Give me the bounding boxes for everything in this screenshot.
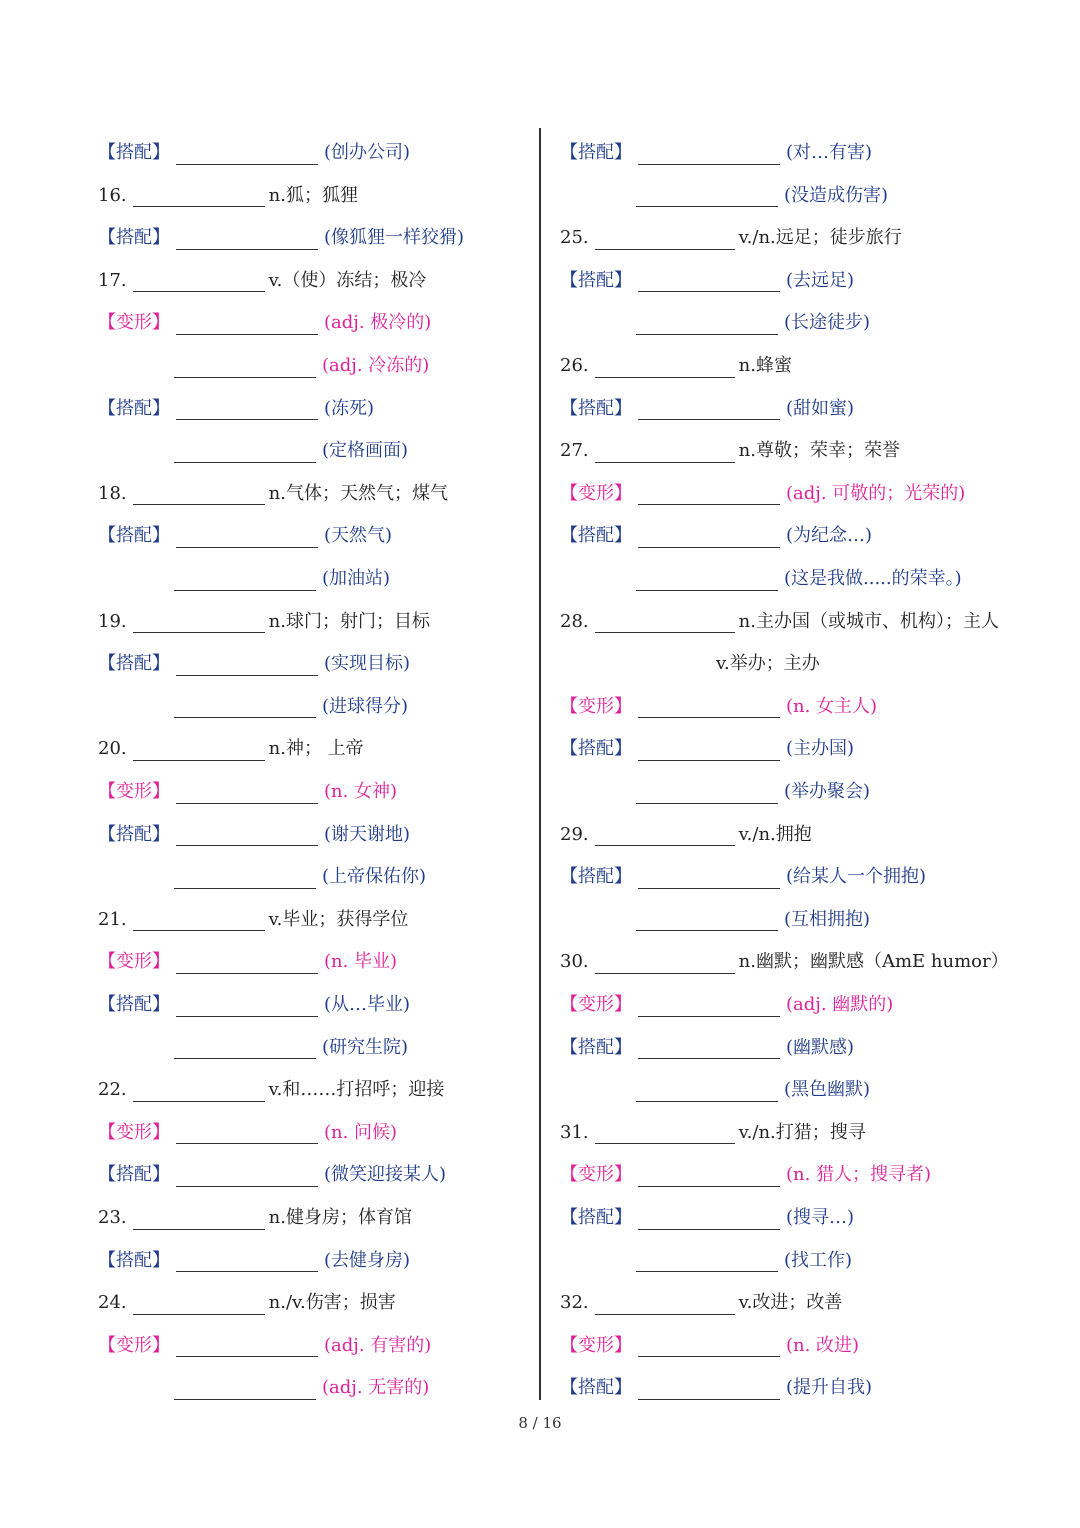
page-indicator: 8 / 16: [518, 1414, 562, 1432]
collocation-label: 【搭配】: [560, 142, 632, 163]
hint-text: (n. 女主人): [786, 695, 878, 717]
definition-text: n.狐；狐狸: [268, 184, 358, 206]
entry-number: 29.: [560, 823, 589, 845]
answer-blank[interactable]: [174, 361, 316, 378]
answer-blank[interactable]: [174, 574, 316, 591]
definition-text: v.改进；改善: [738, 1292, 843, 1314]
vocab-row: [174, 1373, 429, 1403]
vocab-row: [98, 521, 392, 551]
vocab-row: [560, 138, 872, 168]
answer-blank[interactable]: [133, 616, 265, 633]
hint-text: (对…有害): [786, 142, 873, 163]
vocab-row: [98, 649, 410, 679]
definition-text: n./v.伤害；损害: [268, 1292, 396, 1314]
vocab-row: [98, 308, 431, 338]
entry-number: 30.: [560, 951, 589, 973]
variant-label: 【变形】: [560, 1164, 632, 1186]
answer-blank[interactable]: [176, 1127, 318, 1144]
answer-blank[interactable]: [595, 1298, 735, 1315]
word-entry-row: [560, 947, 1009, 977]
vocab-row: [560, 692, 877, 722]
vocab-row: [98, 990, 410, 1020]
vocab-row: [98, 1160, 446, 1190]
definition-text: n.球门；射门；目标: [268, 610, 430, 632]
hint-text: (搜寻…): [786, 1207, 855, 1228]
definition-text: v./n.拥抱: [738, 823, 812, 845]
answer-blank[interactable]: [176, 1255, 318, 1272]
entry-number: 27.: [560, 440, 589, 462]
entry-number: 18.: [98, 482, 127, 504]
answer-blank[interactable]: [638, 1340, 780, 1357]
collocation-label: 【搭配】: [560, 866, 632, 888]
collocation-label: 【搭配】: [560, 738, 632, 760]
answer-blank[interactable]: [176, 957, 318, 974]
vocab-row: [98, 223, 464, 253]
vocab-row: [636, 777, 870, 807]
hint-text: (adj. 幽默的): [786, 994, 894, 1015]
hint-text: (这是我做.....的荣幸。): [784, 568, 962, 589]
vocab-row: [560, 394, 854, 424]
vocab-row: [636, 564, 962, 594]
vocab-row: [560, 1033, 854, 1063]
entry-number: 16.: [98, 184, 127, 206]
answer-blank[interactable]: [176, 233, 318, 250]
answer-blank[interactable]: [638, 148, 780, 165]
variant-label: 【变形】: [560, 695, 632, 717]
hint-text: (上帝保佑你): [322, 866, 427, 888]
answer-blank[interactable]: [595, 616, 735, 633]
vocab-row: [174, 862, 426, 892]
answer-blank[interactable]: [133, 744, 265, 761]
answer-blank[interactable]: [638, 1170, 780, 1187]
answer-blank[interactable]: [174, 872, 316, 889]
answer-blank[interactable]: [638, 531, 780, 548]
variant-label: 【变形】: [560, 1334, 632, 1356]
answer-blank[interactable]: [595, 957, 735, 974]
entry-number: 26.: [560, 355, 589, 376]
hint-text: (从…毕业): [324, 994, 411, 1015]
hint-text: (举办聚会): [784, 781, 871, 802]
hint-text: (创办公司): [324, 142, 411, 163]
hint-text: (冻死): [324, 397, 375, 419]
answer-blank[interactable]: [174, 701, 316, 718]
hint-text: (提升自我): [786, 1377, 873, 1399]
vocab-row: [98, 1118, 397, 1148]
hint-text: (去健身房): [324, 1249, 411, 1271]
hint-text: (天然气): [324, 525, 393, 547]
column-divider: [539, 128, 541, 1400]
vocab-row: [98, 1246, 410, 1276]
word-entry-row: [560, 1288, 842, 1318]
answer-blank[interactable]: [176, 659, 318, 676]
hint-text: (没造成伤害): [784, 184, 889, 206]
entry-number: 23.: [98, 1207, 127, 1228]
collocation-label: 【搭配】: [560, 525, 632, 547]
vocab-row: [174, 692, 408, 722]
definition-text: v./n.远足；徒步旅行: [738, 227, 902, 249]
variant-label: 【变形】: [560, 482, 632, 504]
variant-label: 【变形】: [98, 1334, 170, 1356]
answer-blank[interactable]: [595, 233, 735, 250]
answer-blank[interactable]: [176, 318, 318, 335]
collocation-label: 【搭配】: [560, 1207, 632, 1228]
definition-text: v.举办；主办: [716, 653, 820, 675]
hint-text: (幽默感): [786, 1036, 855, 1058]
answer-blank[interactable]: [595, 361, 735, 378]
vocab-row: [560, 1373, 872, 1403]
hint-text: (adj. 可敬的；光荣的): [786, 482, 966, 504]
answer-blank[interactable]: [636, 190, 778, 207]
variant-label: 【变形】: [98, 312, 170, 334]
vocab-row: [560, 479, 965, 509]
definition-text: n.神； 上帝: [268, 738, 364, 760]
answer-blank[interactable]: [636, 318, 778, 335]
definition-text: n.气体；天然气；煤气: [268, 482, 448, 504]
vocab-row: [636, 905, 870, 935]
collocation-label: 【搭配】: [98, 397, 170, 419]
hint-text: (谢天谢地): [324, 823, 411, 845]
answer-blank[interactable]: [638, 744, 780, 761]
definition-text: v.和……打招呼；迎接: [268, 1079, 445, 1101]
definition-text: n.蜂蜜: [738, 355, 792, 376]
hint-text: (adj. 冷冻的): [322, 355, 430, 376]
hint-text: (研究生院): [322, 1036, 409, 1058]
answer-blank[interactable]: [176, 787, 318, 804]
word-entry-row: [98, 607, 430, 637]
entry-number: 19.: [98, 610, 127, 632]
answer-blank[interactable]: [174, 446, 316, 463]
word-entry-row: [560, 223, 902, 253]
hint-text: (n. 问候): [324, 1121, 398, 1143]
word-entry-row: [98, 266, 426, 296]
word-entry-row: [98, 479, 448, 509]
vocab-row: [174, 436, 408, 466]
word-entry-row: [560, 607, 999, 637]
collocation-label: 【搭配】: [98, 227, 170, 249]
vocab-row: [560, 734, 854, 764]
word-entry-row: [98, 1203, 412, 1233]
vocab-row: [560, 266, 854, 296]
answer-blank[interactable]: [638, 1042, 780, 1059]
answer-blank[interactable]: [595, 1127, 735, 1144]
collocation-label: 【搭配】: [98, 653, 170, 675]
vocab-row: [98, 1331, 431, 1361]
vocab-row: [560, 521, 872, 551]
answer-blank[interactable]: [133, 190, 265, 207]
answer-blank[interactable]: [133, 914, 265, 931]
answer-blank[interactable]: [176, 1170, 318, 1187]
vocab-row: [98, 777, 397, 807]
answer-blank[interactable]: [595, 829, 735, 846]
answer-blank[interactable]: [595, 446, 735, 463]
answer-blank[interactable]: [636, 914, 778, 931]
hint-text: (实现目标): [324, 653, 411, 675]
vocab-row: [636, 181, 888, 211]
vocab-row: [98, 394, 374, 424]
vocab-row: [98, 947, 397, 977]
entry-number: 25.: [560, 227, 589, 249]
hint-text: (定格画面): [322, 440, 409, 462]
answer-blank[interactable]: [638, 872, 780, 889]
answer-blank[interactable]: [638, 403, 780, 420]
entry-number: 24.: [98, 1292, 127, 1314]
answer-blank[interactable]: [133, 1213, 265, 1230]
answer-blank[interactable]: [176, 403, 318, 420]
vocab-row: [174, 564, 390, 594]
word-entry-row: [98, 181, 358, 211]
answer-blank[interactable]: [638, 1000, 780, 1017]
vocab-row: [560, 990, 893, 1020]
definition-text: v./n.打猎；搜寻: [738, 1121, 866, 1143]
variant-label: 【变形】: [98, 1121, 170, 1143]
hint-text: (去远足): [786, 269, 855, 291]
entry-number: 21.: [98, 908, 127, 930]
hint-text: (n. 猎人；搜寻者): [786, 1164, 932, 1186]
hint-text: (进球得分): [322, 695, 409, 717]
word-entry-row: [98, 1075, 444, 1105]
vocab-row: [560, 862, 926, 892]
answer-blank[interactable]: [638, 488, 780, 505]
word-entry-row: [560, 1118, 866, 1148]
entry-number: 22.: [98, 1079, 127, 1101]
word-entry-row: [98, 1288, 396, 1318]
variant-label: 【变形】: [98, 781, 170, 802]
hint-text: (像狐狸一样狡猾): [324, 227, 465, 249]
answer-blank[interactable]: [133, 275, 265, 292]
hint-text: (n. 改进): [786, 1334, 860, 1356]
hint-text: (加油站): [322, 568, 391, 589]
vocab-row: [636, 1246, 852, 1276]
answer-blank[interactable]: [176, 829, 318, 846]
collocation-label: 【搭配】: [560, 397, 632, 419]
hint-text: (主办国): [786, 738, 855, 760]
entry-number: 32.: [560, 1292, 589, 1314]
word-entry-row: [98, 905, 408, 935]
definition-text: v.毕业；获得学位: [268, 908, 409, 930]
vocab-row: [98, 820, 410, 850]
vocab-row: [98, 138, 410, 168]
vocab-row: [560, 1331, 859, 1361]
answer-blank[interactable]: [176, 1340, 318, 1357]
definition-text: n.幽默；幽默感（AmE humor）: [738, 951, 1009, 973]
hint-text: (adj. 极冷的): [324, 312, 432, 334]
answer-blank[interactable]: [176, 1000, 318, 1017]
hint-text: (n. 毕业): [324, 951, 398, 973]
answer-blank[interactable]: [636, 1255, 778, 1272]
answer-blank[interactable]: [636, 787, 778, 804]
collocation-label: 【搭配】: [98, 1249, 170, 1271]
hint-text: (长途徒步): [784, 312, 871, 334]
hint-text: (黑色幽默): [784, 1079, 871, 1101]
definition-text: n.尊敬；荣幸；荣誉: [738, 440, 900, 462]
hint-text: (找工作): [784, 1249, 853, 1271]
hint-text: (给某人一个拥抱): [786, 866, 927, 888]
answer-blank[interactable]: [638, 701, 780, 718]
answer-blank[interactable]: [133, 488, 265, 505]
entry-number: 17.: [98, 269, 127, 291]
variant-label: 【变形】: [98, 951, 170, 973]
vocab-row: [636, 1075, 870, 1105]
word-entry-row: [560, 820, 812, 850]
vocab-row: [636, 308, 870, 338]
vocab-row: [174, 351, 429, 381]
hint-text: (互相拥抱): [784, 908, 871, 930]
answer-blank[interactable]: [638, 275, 780, 292]
answer-blank[interactable]: [174, 1383, 316, 1400]
entry-number: 28.: [560, 610, 589, 632]
vocab-row: [560, 1160, 931, 1190]
hint-text: (adj. 无害的): [322, 1377, 430, 1399]
collocation-label: 【搭配】: [560, 1036, 632, 1058]
answer-blank[interactable]: [638, 1213, 780, 1230]
collocation-label: 【搭配】: [560, 1377, 632, 1399]
answer-blank[interactable]: [636, 574, 778, 591]
entry-number: 31.: [560, 1121, 589, 1143]
answer-blank[interactable]: [174, 1042, 316, 1059]
hint-text: (为纪念…): [786, 525, 873, 547]
answer-blank[interactable]: [133, 1298, 265, 1315]
hint-text: (微笑迎接某人): [324, 1164, 447, 1186]
vocab-row: [712, 649, 820, 679]
collocation-label: 【搭配】: [560, 269, 632, 291]
entry-number: 20.: [98, 738, 127, 760]
collocation-label: 【搭配】: [98, 994, 170, 1015]
hint-text: (甜如蜜): [786, 397, 855, 419]
vocab-row: [174, 1033, 408, 1063]
hint-text: (n. 女神): [324, 781, 398, 802]
vocab-row: [560, 1203, 854, 1233]
answer-blank[interactable]: [133, 1085, 265, 1102]
definition-text: v.（使）冻结；极冷: [268, 269, 427, 291]
collocation-label: 【搭配】: [98, 525, 170, 547]
hint-text: (adj. 有害的): [324, 1334, 432, 1356]
definition-text: n.主办国（或城市、机构）；主人: [738, 610, 999, 632]
definition-text: n.健身房；体育馆: [268, 1207, 412, 1228]
answer-blank[interactable]: [636, 1085, 778, 1102]
answer-blank[interactable]: [638, 1383, 780, 1400]
answer-blank[interactable]: [176, 148, 318, 165]
word-entry-row: [560, 351, 792, 381]
collocation-label: 【搭配】: [98, 823, 170, 845]
variant-label: 【变形】: [560, 994, 632, 1015]
answer-blank[interactable]: [176, 531, 318, 548]
collocation-label: 【搭配】: [98, 1164, 170, 1186]
collocation-label: 【搭配】: [98, 142, 170, 163]
word-entry-row: [98, 734, 364, 764]
word-entry-row: [560, 436, 900, 466]
